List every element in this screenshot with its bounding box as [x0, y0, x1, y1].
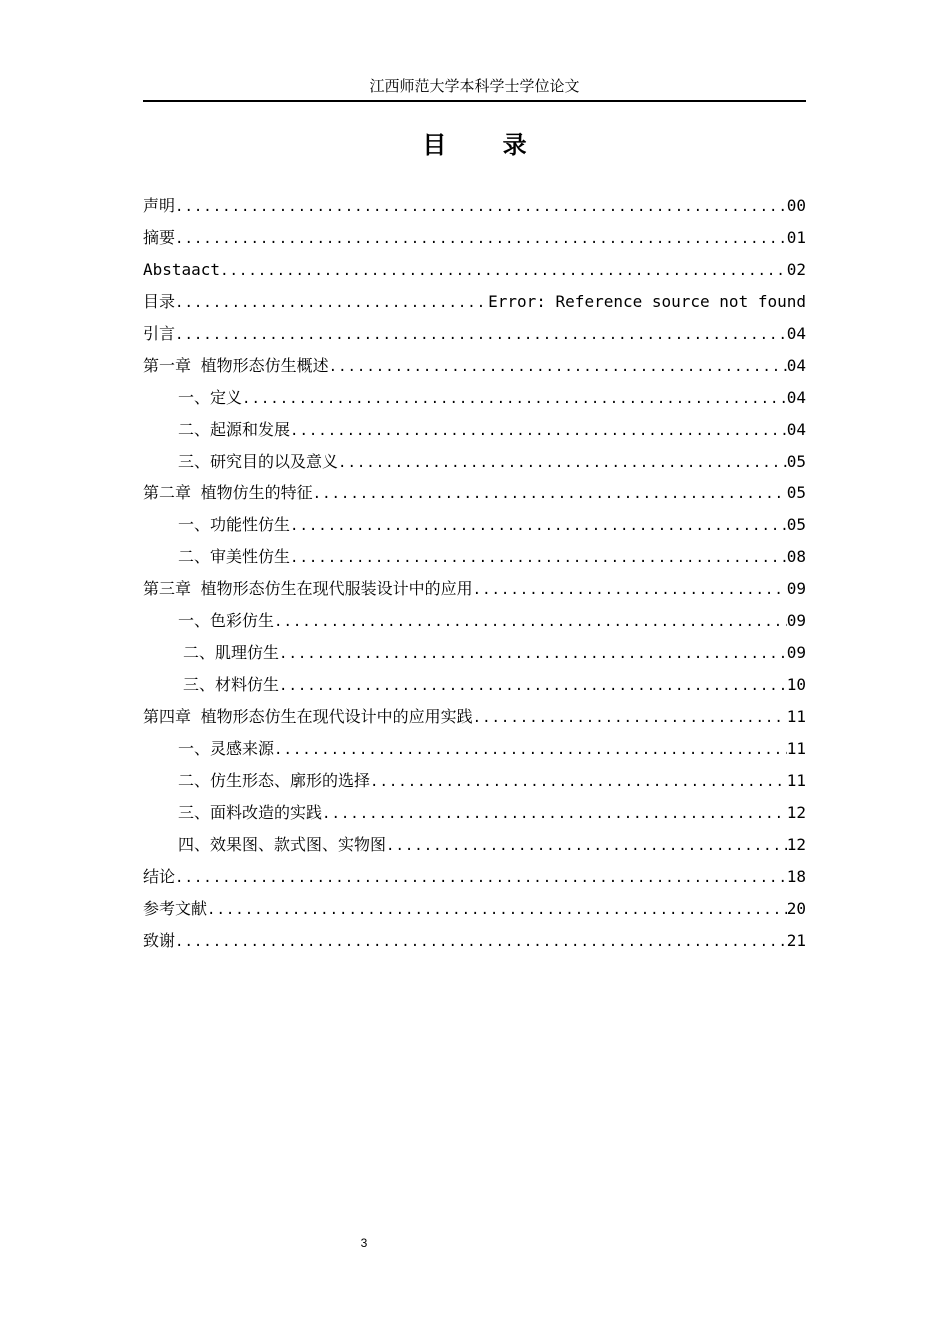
toc-leader-dots	[329, 352, 787, 382]
toc-entry[interactable]	[143, 605, 806, 637]
toc-entry-page: 21	[786, 930, 806, 950]
toc-entry-label: 一、灵感来源	[178, 738, 275, 758]
toc-entry-page: 12	[786, 802, 806, 822]
toc-leader-dots	[175, 320, 787, 350]
toc-entry-page: 00	[786, 196, 806, 215]
toc-leader-dots	[175, 927, 787, 957]
toc-entry-label: 一、色彩仿生	[178, 611, 275, 631]
toc-entry[interactable]	[143, 637, 806, 669]
toc-leader-dots	[175, 288, 488, 318]
toc-entry-label: 摘要	[143, 227, 176, 247]
toc-entry-page: 09	[786, 643, 806, 663]
toc-leader-dots	[279, 639, 787, 669]
toc-leader-dots	[473, 703, 787, 733]
toc-leader-dots	[290, 543, 787, 573]
toc-entry-label: 一、功能性仿生	[178, 515, 291, 535]
toc-entry-page: 04	[786, 355, 806, 375]
toc-leader-dots	[290, 511, 787, 541]
toc-leader-dots	[207, 895, 787, 925]
toc-entry[interactable]	[143, 765, 806, 797]
toc-entry-label: 声明	[143, 196, 176, 215]
toc-entry-page: 10	[786, 675, 806, 695]
toc-entry-label: 一、定义	[178, 387, 243, 407]
toc-entry-page: 04	[786, 387, 806, 407]
toc-entry-page: 09	[786, 611, 806, 631]
toc-entry[interactable]	[143, 541, 806, 573]
toc-entry[interactable]	[143, 701, 806, 733]
toc-entry[interactable]	[143, 509, 806, 541]
toc-leader-dots	[175, 224, 787, 254]
toc-entry-page: 02	[786, 259, 806, 279]
toc-entry-label: 二、肌理仿生	[183, 643, 280, 663]
toc-entry-label: 第四章 植物形态仿生在现代设计中的应用实践	[143, 707, 473, 726]
toc-entry-page: 09	[786, 579, 806, 599]
toc-leader-dots	[175, 192, 787, 222]
running-header: 江西师范大学本科学士学位论文	[369, 77, 580, 95]
toc-entry-page: 11	[786, 707, 806, 726]
toc-entry[interactable]	[143, 190, 806, 222]
toc-entry[interactable]	[143, 222, 806, 254]
toc-leader-dots	[175, 863, 787, 893]
toc-entry[interactable]	[143, 797, 806, 829]
toc-entry-label: 三、研究目的以及意义	[178, 451, 339, 471]
toc-entry[interactable]	[143, 733, 806, 765]
toc-entry[interactable]	[143, 861, 806, 893]
toc-entry[interactable]	[143, 573, 806, 605]
toc-entry[interactable]	[143, 669, 806, 701]
toc-entry[interactable]	[143, 414, 806, 446]
toc-leader-dots	[322, 799, 787, 829]
toc-entry[interactable]	[143, 350, 806, 382]
toc-entry-page: Error: Reference source not found	[488, 291, 806, 311]
toc-entry-page: 08	[786, 547, 806, 567]
toc-entry[interactable]	[143, 893, 806, 925]
toc-entry-label: 二、审美性仿生	[178, 547, 291, 567]
toc-entry-label: Abstaact	[143, 259, 221, 279]
toc-entry-label: 三、面料改造的实践	[178, 802, 323, 822]
toc-entry-label: 第三章 植物形态仿生在现代服装设计中的应用	[143, 579, 473, 599]
toc-leader-dots	[220, 256, 787, 286]
toc-entry[interactable]	[143, 254, 806, 286]
toc-leader-dots	[290, 416, 787, 446]
toc-entry-page: 05	[786, 451, 806, 471]
toc-entry-label: 目录	[143, 291, 176, 311]
toc-entry-label: 三、材料仿生	[183, 675, 280, 695]
toc-entry-page: 01	[786, 227, 806, 247]
toc-entry-label: 二、仿生形态、廓形的选择	[178, 770, 371, 790]
toc-entry-page: 18	[786, 866, 806, 886]
toc-leader-dots	[274, 607, 787, 637]
toc-entry[interactable]	[143, 446, 806, 478]
toc-leader-dots	[338, 448, 787, 478]
toc-leader-dots	[279, 671, 787, 701]
toc-entry-page: 11	[786, 738, 806, 758]
toc-leader-dots	[242, 384, 787, 414]
toc-entry-label: 引言	[143, 323, 176, 343]
toc-leader-dots	[274, 735, 787, 765]
toc-entry[interactable]	[143, 925, 806, 957]
toc-entry-label: 参考文献	[143, 898, 208, 918]
toc-leader-dots	[370, 767, 787, 797]
toc-entry[interactable]	[143, 318, 806, 350]
toc-entry-page: 04	[786, 323, 806, 343]
toc-entry-label: 致谢	[143, 930, 176, 950]
toc-entry-page: 05	[786, 483, 806, 503]
toc-leader-dots	[313, 479, 787, 509]
toc-entry[interactable]	[143, 286, 806, 318]
toc-entry-page: 20	[786, 898, 806, 918]
toc-entry[interactable]	[143, 382, 806, 414]
toc-entry[interactable]	[143, 829, 806, 861]
toc-entry-label: 二、起源和发展	[178, 419, 291, 439]
page-number: 3	[360, 1236, 368, 1250]
toc-title: 目 录	[422, 130, 551, 159]
toc-entry-page: 11	[786, 770, 806, 790]
table-of-contents	[143, 190, 806, 957]
toc-leader-dots	[386, 831, 787, 861]
toc-leader-dots	[473, 575, 787, 605]
toc-entry-page: 04	[786, 419, 806, 439]
toc-entry-label: 结论	[143, 866, 176, 886]
header-rule	[143, 100, 806, 102]
toc-entry-label: 第二章 植物仿生的特征	[143, 483, 313, 503]
toc-entry-label: 第一章 植物形态仿生概述	[143, 355, 329, 375]
toc-entry-label: 四、效果图、款式图、实物图	[178, 834, 387, 854]
toc-entry-page: 05	[786, 515, 806, 535]
toc-entry-page: 12	[786, 834, 806, 854]
toc-entry[interactable]	[143, 477, 806, 509]
